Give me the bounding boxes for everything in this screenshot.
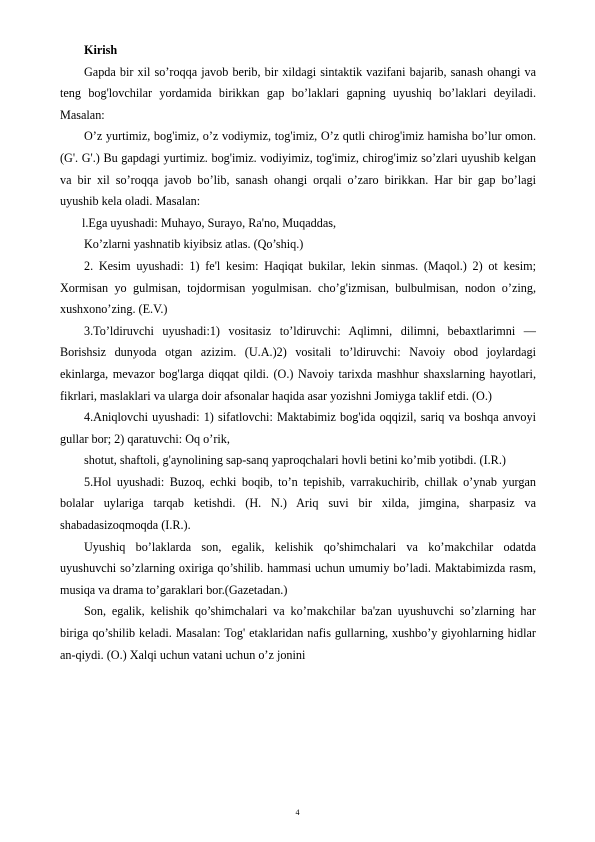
paragraph-attribute-continued: shotut, shaftoli, g'aynolining sap-sanq yaproqchalari hovli betini ko’mib yotibdi. (I.R.) xyxy=(84,453,506,468)
paragraph-subject: l.Ega uyushadi: Muhayo, Surayo, Ra'no, Muqaddas, xyxy=(82,215,337,230)
paragraph-example-poem: O’z yurtimiz, bog'imiz, o’z vodiymiz, tog'imiz, O’z qutli chirog'imiz hamisha bo’lur omon. (G'. G'.) Bu gapdagi yurtimiz. bog'imiz. vodiyimiz, tog'imiz, chirog'imiz so’zlari uyushib kelgan va bir xil so’roqqa javob bo’lib, sanash ohangi orqali o’zaro birikkan. Har bir gap bo’lagi uyushib kela oladi. Masalan: xyxy=(60,129,536,209)
paragraph-suffixes-each: Son, egalik, kelishik qo’shimchalari va ko’makchilar ba'zan uyushuvchi so’zlarning har biriga qo’shilib keladi. Masalan: Tog' etaklaridan nafis gullarning, xushbo’y giyohlarning hidlar an-qiydi. (O.) Xalqi uchun vatani uchun o’z jonini xyxy=(60,604,536,662)
paragraph-object: 3.To’ldiruvchi uyushadi:1) vositasiz to’ldiruvchi: Aqlimni, dilimni, bebaxtlarimni —Borishsiz dunyoda otgan azizim. (U.A.)2) vositali to’ldiruvchi: Navoiy obod joylardagi ekinlarga, mevazor bog'larga diqqat qildi. (O.) Navoiy tarixda mashhur shaxslarning hayotlari, fikrlari, maslaklari va ularga doir afsonalar haqida asar yozishni Jomiyga taklif etdi. (O.) xyxy=(60,323,536,403)
paragraph-suffixes-common: Uyushiq bo’laklarda son, egalik, kelishik qo’shimchalari va ko’makchilar odatda uyushuvchi so’zlarning oxiriga qo’shilib. hammasi uchun umumiy bo’ladi. Maktabimizda rasm, musiqa va drama to’garaklari bor.(Gazetadan.) xyxy=(60,539,536,597)
page-number: 4 xyxy=(295,808,300,817)
paragraph-attribute: 4.Aniqlovchi uyushadi: 1) sifatlovchi: Maktabimiz bog'ida oqqizil, sariq va boshqa anvoyi gullar bor; 2) qaratuvchi: Oq o’rik, xyxy=(60,410,536,446)
paragraph-predicate: 2. Kesim uyushadi: 1) fe'l kesim: Haqiqat bukilar, lekin sinmas. (Maqol.) 2) ot kesim; Xormisan yo gulmisan, tojdormisan yogulmisan. cho’g'izmisan, bulbulmisan, nodon o’zing, xushxono’zing. (E.V.) xyxy=(60,258,536,317)
paragraph-subject-example: Ko’zlarni yashnatib kiyibsiz atlas. (Qo’shiq.) xyxy=(84,237,304,252)
section-heading: Kirish xyxy=(84,43,118,57)
page-content xyxy=(60,40,536,666)
paragraph-adverbial: 5.Hol uyushadi: Buzoq, echki boqib, to’n tepishib, varrakuchirib, chillak o’ynab yurgan bolalar uylariga tarqab ketishdi. (H. N.) Ariq suvi bir xilda, jimgina, sharpasiz va shabadasizoqmoqda (I.R.). xyxy=(60,474,536,533)
paragraph-definition: Gapda bir xil so’roqqa javob berib, bir xildagi sintaktik vazifani bajarib, sanash ohangi va teng bog'lovchilar yordamida birikkan gap bo’laklari gapning uyushiq bo’laklari deyiladi. Masalan: xyxy=(60,64,536,122)
